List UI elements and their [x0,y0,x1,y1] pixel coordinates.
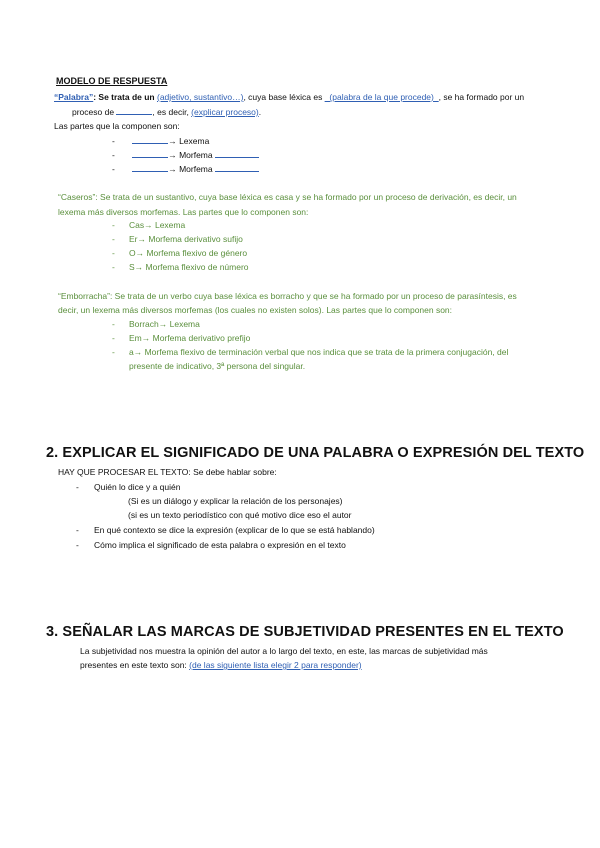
section3-line2-text: presentes en este texto son: [80,660,190,670]
model-line1-text2: , cuya base léxica es [243,92,325,102]
example2-item-continuation: presente de indicativo, 3ª persona del singular. [129,361,306,371]
model-part-morfema-1 [112,148,259,161]
section3-link[interactable]: (de las siguiente lista elegir 2 para responder) [189,660,362,670]
example2-item-text: Em→ Morfema derivativo prefijo [129,333,251,343]
example2-item [112,332,115,344]
bullet-dash: - [76,482,79,492]
section3-line-1: La subjetividad nos muestra la opinión del autor a lo largo del texto, en este, las marcas de subjetividad más [80,646,488,656]
section3-line-2 [80,659,362,671]
model-part-lexema [112,134,209,147]
blank-lexema[interactable] [132,134,168,144]
example2-item-text: a→ Morfema flexivo de terminación verbal que nos indica que se trata de la primera conjugación, del [129,347,509,357]
example2-item-text: Borrach→ Lexema [129,319,200,329]
blank-morfema-1[interactable] [132,148,168,158]
section2-bullet-2: En qué contexto se dice la expresión (explicar de lo que se está hablando) [94,525,375,535]
model-line2-text2: , es decir, [152,107,192,117]
part-arrow-label: → Lexema [168,136,210,146]
model-title: MODELO DE RESPUESTA [56,76,168,86]
model-part-morfema-2 [112,162,259,175]
model-line2-text3: . [258,107,262,117]
example2-line-2: decir, un lexema más diversos morfemas (los cuales no existen solos). Las partes que lo componen son: [58,305,453,315]
model-line1-text3: , se ha formado por un [438,92,525,102]
example1-item [112,247,115,259]
section2-sub-1: (Si es un diálogo y explicar la relación de los personajes) [128,496,343,506]
example1-item [112,233,115,245]
dash: - [112,347,115,357]
section2-bullet-3: Cómo implica el significado de esta palabra o expresión en el texto [94,540,346,550]
blank-process[interactable] [116,105,152,115]
blank-morfema-2[interactable] [132,162,168,172]
example1-item-text: S→ Morfema flexivo de número [129,262,249,272]
example1-item [112,261,115,273]
dash: - [112,248,115,258]
blank-morfema-1-type[interactable] [215,148,259,158]
model-word: “Palabra” [54,92,94,102]
example2-item [112,318,115,330]
dash: - [112,220,115,230]
dash: - [112,262,115,272]
section3-heading: 3. SEÑALAR LAS MARCAS DE SUBJETIVIDAD PRESENTES EN EL TEXTO [46,624,564,640]
example1-item-text: Er→ Morfema derivativo sufijo [129,234,243,244]
example1-item-text: Cas→ Lexema [129,220,186,230]
part-arrow-label: → Morfema [168,150,213,160]
model-link-explain[interactable]: (explicar proceso) [191,107,259,117]
example1-line-1: “Caseros”: Se trata de un sustantivo, cuya base léxica es casa y se ha formado por un proceso de derivación, es decir, un [58,192,517,202]
dash: - [112,333,115,343]
example1-line-2: lexema más diversos morfemas. Las partes que lo componen son: [58,207,309,217]
model-line1-text1: : Se trata de un [93,92,157,102]
model-line2-text1: proceso de [72,107,117,117]
section2-intro: HAY QUE PROCESAR EL TEXTO: Se debe hablar sobre: [58,467,277,477]
section2-heading: 2. EXPLICAR EL SIGNIFICADO DE UNA PALABRA O EXPRESIÓN DEL TEXTO [46,445,585,461]
dash: - [112,234,115,244]
model-link-base[interactable]: _(palabra de la que procede)_ [324,92,439,102]
model-parts-intro: Las partes que la componen son: [54,121,180,131]
bullet-dash: - [76,540,79,550]
model-link-category[interactable]: (adjetivo, sustantivo…) [156,92,244,102]
section2-sub-2: (si es un texto periodístico con qué motivo dice eso el autor [128,510,352,520]
bullet-dash: - [76,525,79,535]
dash: - [112,150,115,160]
example2-line-1: “Emborracha”: Se trata de un verbo cuya base léxica es borracho y que se ha formado por un proceso de parasíntesis, es [58,291,517,301]
example2-item [112,346,115,358]
example1-item-text: O→ Morfema flexivo de género [129,248,248,258]
dash: - [112,319,115,329]
dash: - [112,164,115,174]
model-line-2 [72,105,261,118]
part-arrow-label: → Morfema [168,164,213,174]
model-line-1 [54,91,524,103]
section2-bullet-1: Quién lo dice y a quién [94,482,181,492]
blank-morfema-2-type[interactable] [215,162,259,172]
example1-item [112,219,115,231]
dash: - [112,136,115,146]
